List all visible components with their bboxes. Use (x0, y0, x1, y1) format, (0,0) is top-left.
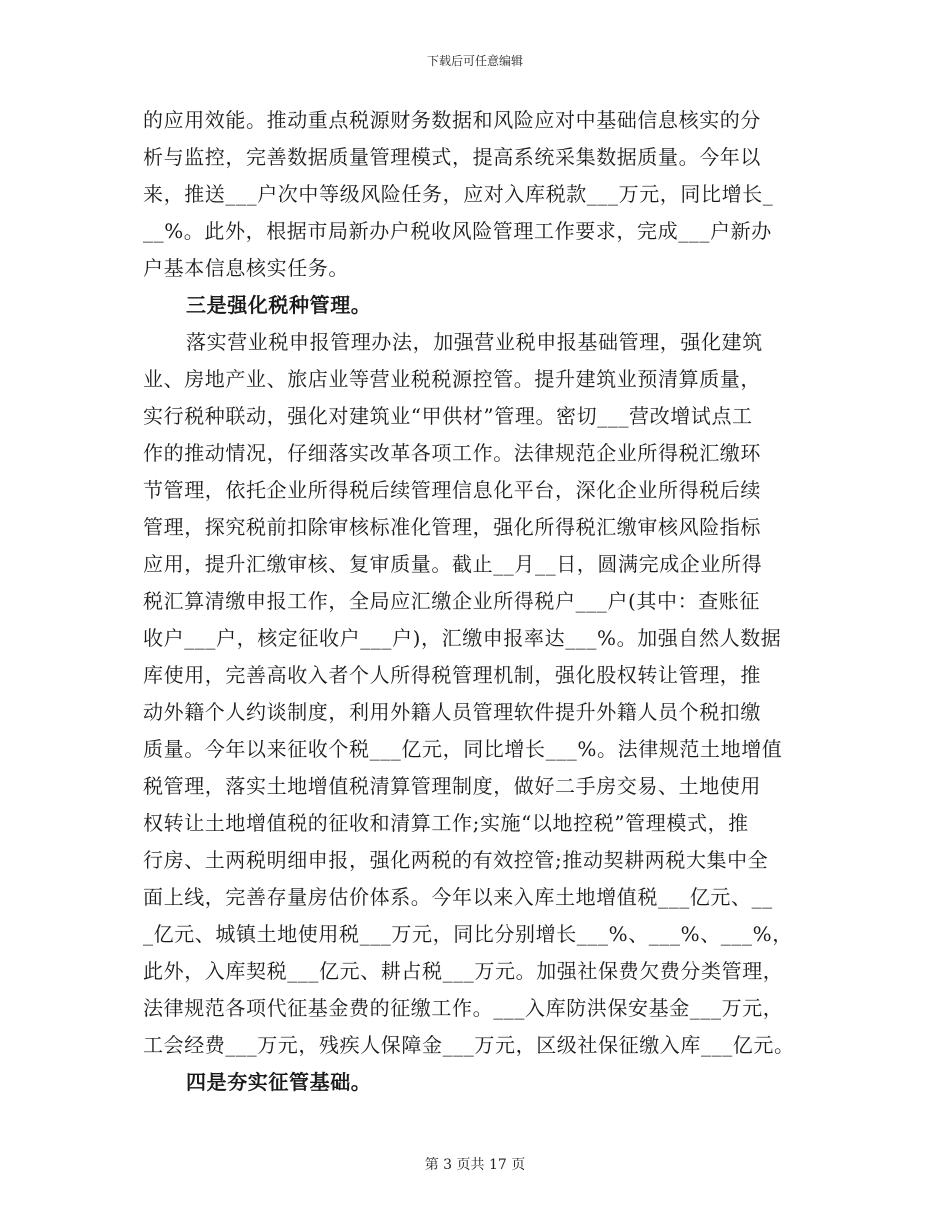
paragraph-line: 作的推动情况，仔细落实改革各项工作。法律规范企业所得税汇缴环 (143, 441, 761, 465)
paragraph-line: 此外，入库契税___亿元、耕占税___万元。加强社保费欠费分类管理， (143, 959, 784, 983)
paragraph-line: 节管理，依托企业所得税后续管理信息化平台，深化企业所得税后续 (143, 478, 761, 502)
paragraph-line: 动外籍个人约谈制度，利用外籍人员管理软件提升外籍人员个税扣缴 (143, 700, 761, 724)
paragraph-line: 业、房地产业、旅店业等营业税税源控管。提升建筑业预清算质量， (143, 367, 761, 391)
paragraph-line: 权转让土地增值税的征收和清算工作;实施“以地控税”管理模式，推 (143, 811, 749, 835)
paragraph-line: 收户___户，核定征收户___户)，汇缴申报率达___%。加强自然人数据 (143, 626, 782, 650)
paragraph-line: 管理，探究税前扣除审核标准化管理，强化所得税汇缴审核风险指标 (143, 515, 761, 539)
paragraph-line: 税汇算清缴申报工作，全局应汇缴企业所得税户___户(其中：查账征 (143, 589, 761, 613)
paragraph-line: 面上线，完善存量房估价体系。今年以来入库土地增值税___亿元、__ (143, 885, 773, 909)
paragraph-line: 库使用，完善高收入者个人所得税管理机制，强化股权转让管理，推 (143, 663, 761, 687)
paragraph-line: 应用，提升汇缴审核、复审质量。截止__月__日，圆满完成企业所得 (143, 552, 763, 576)
section-heading: 三是强化税种管理。 (186, 293, 372, 317)
paragraph-line: 落实营业税申报管理办法，加强营业税申报基础管理，强化建筑 (186, 330, 763, 354)
page-header-note: 下载后可任意编辑 (426, 54, 523, 68)
paragraph-line: 法律规范各项代征基金费的征缴工作。___入库防洪保安基金___万元， (143, 996, 784, 1020)
document-body (143, 102, 813, 1101)
paragraph-line: __%。此外，根据市局新办户税收风险管理工作要求，完成___户新办 (143, 219, 772, 243)
paragraph-line: 质量。今年以来征收个税___亿元，同比增长___%。法律规范土地增值 (143, 737, 783, 761)
paragraph-line: _亿元、城镇土地使用税___万元，同比分别增长___%、___%、___%， (143, 922, 793, 946)
paragraph-line: 户基本信息核实任务。 (143, 256, 349, 280)
section-heading: 四是夯实征管基础。 (186, 1070, 372, 1094)
paragraph-line: 工会经费___万元，残疾人保障金___万元，区级社保征缴入库___亿元。 (143, 1033, 795, 1057)
paragraph-line: 析与监控，完善数据质量管理模式，提高系统采集数据质量。今年以 (143, 145, 761, 169)
paragraph-line: 实行税种联动，强化对建筑业“甲供材”管理。密切___营改增试点工 (143, 404, 753, 428)
paragraph-line: 行房、土两税明细申报，强化两税的有效控管;推动契耕两税大集中全 (143, 848, 769, 872)
page-number: 第 3 页共 17 页 (424, 1157, 526, 1173)
paragraph-line: 的应用效能。推动重点税源财务数据和风险应对中基础信息核实的分 (143, 108, 761, 132)
paragraph-line: 税管理，落实土地增值税清算管理制度，做好二手房交易、土地使用 (143, 774, 761, 798)
paragraph-line: 来，推送___户次中等级风险任务，应对入库税款___万元，同比增长_ (143, 182, 774, 206)
